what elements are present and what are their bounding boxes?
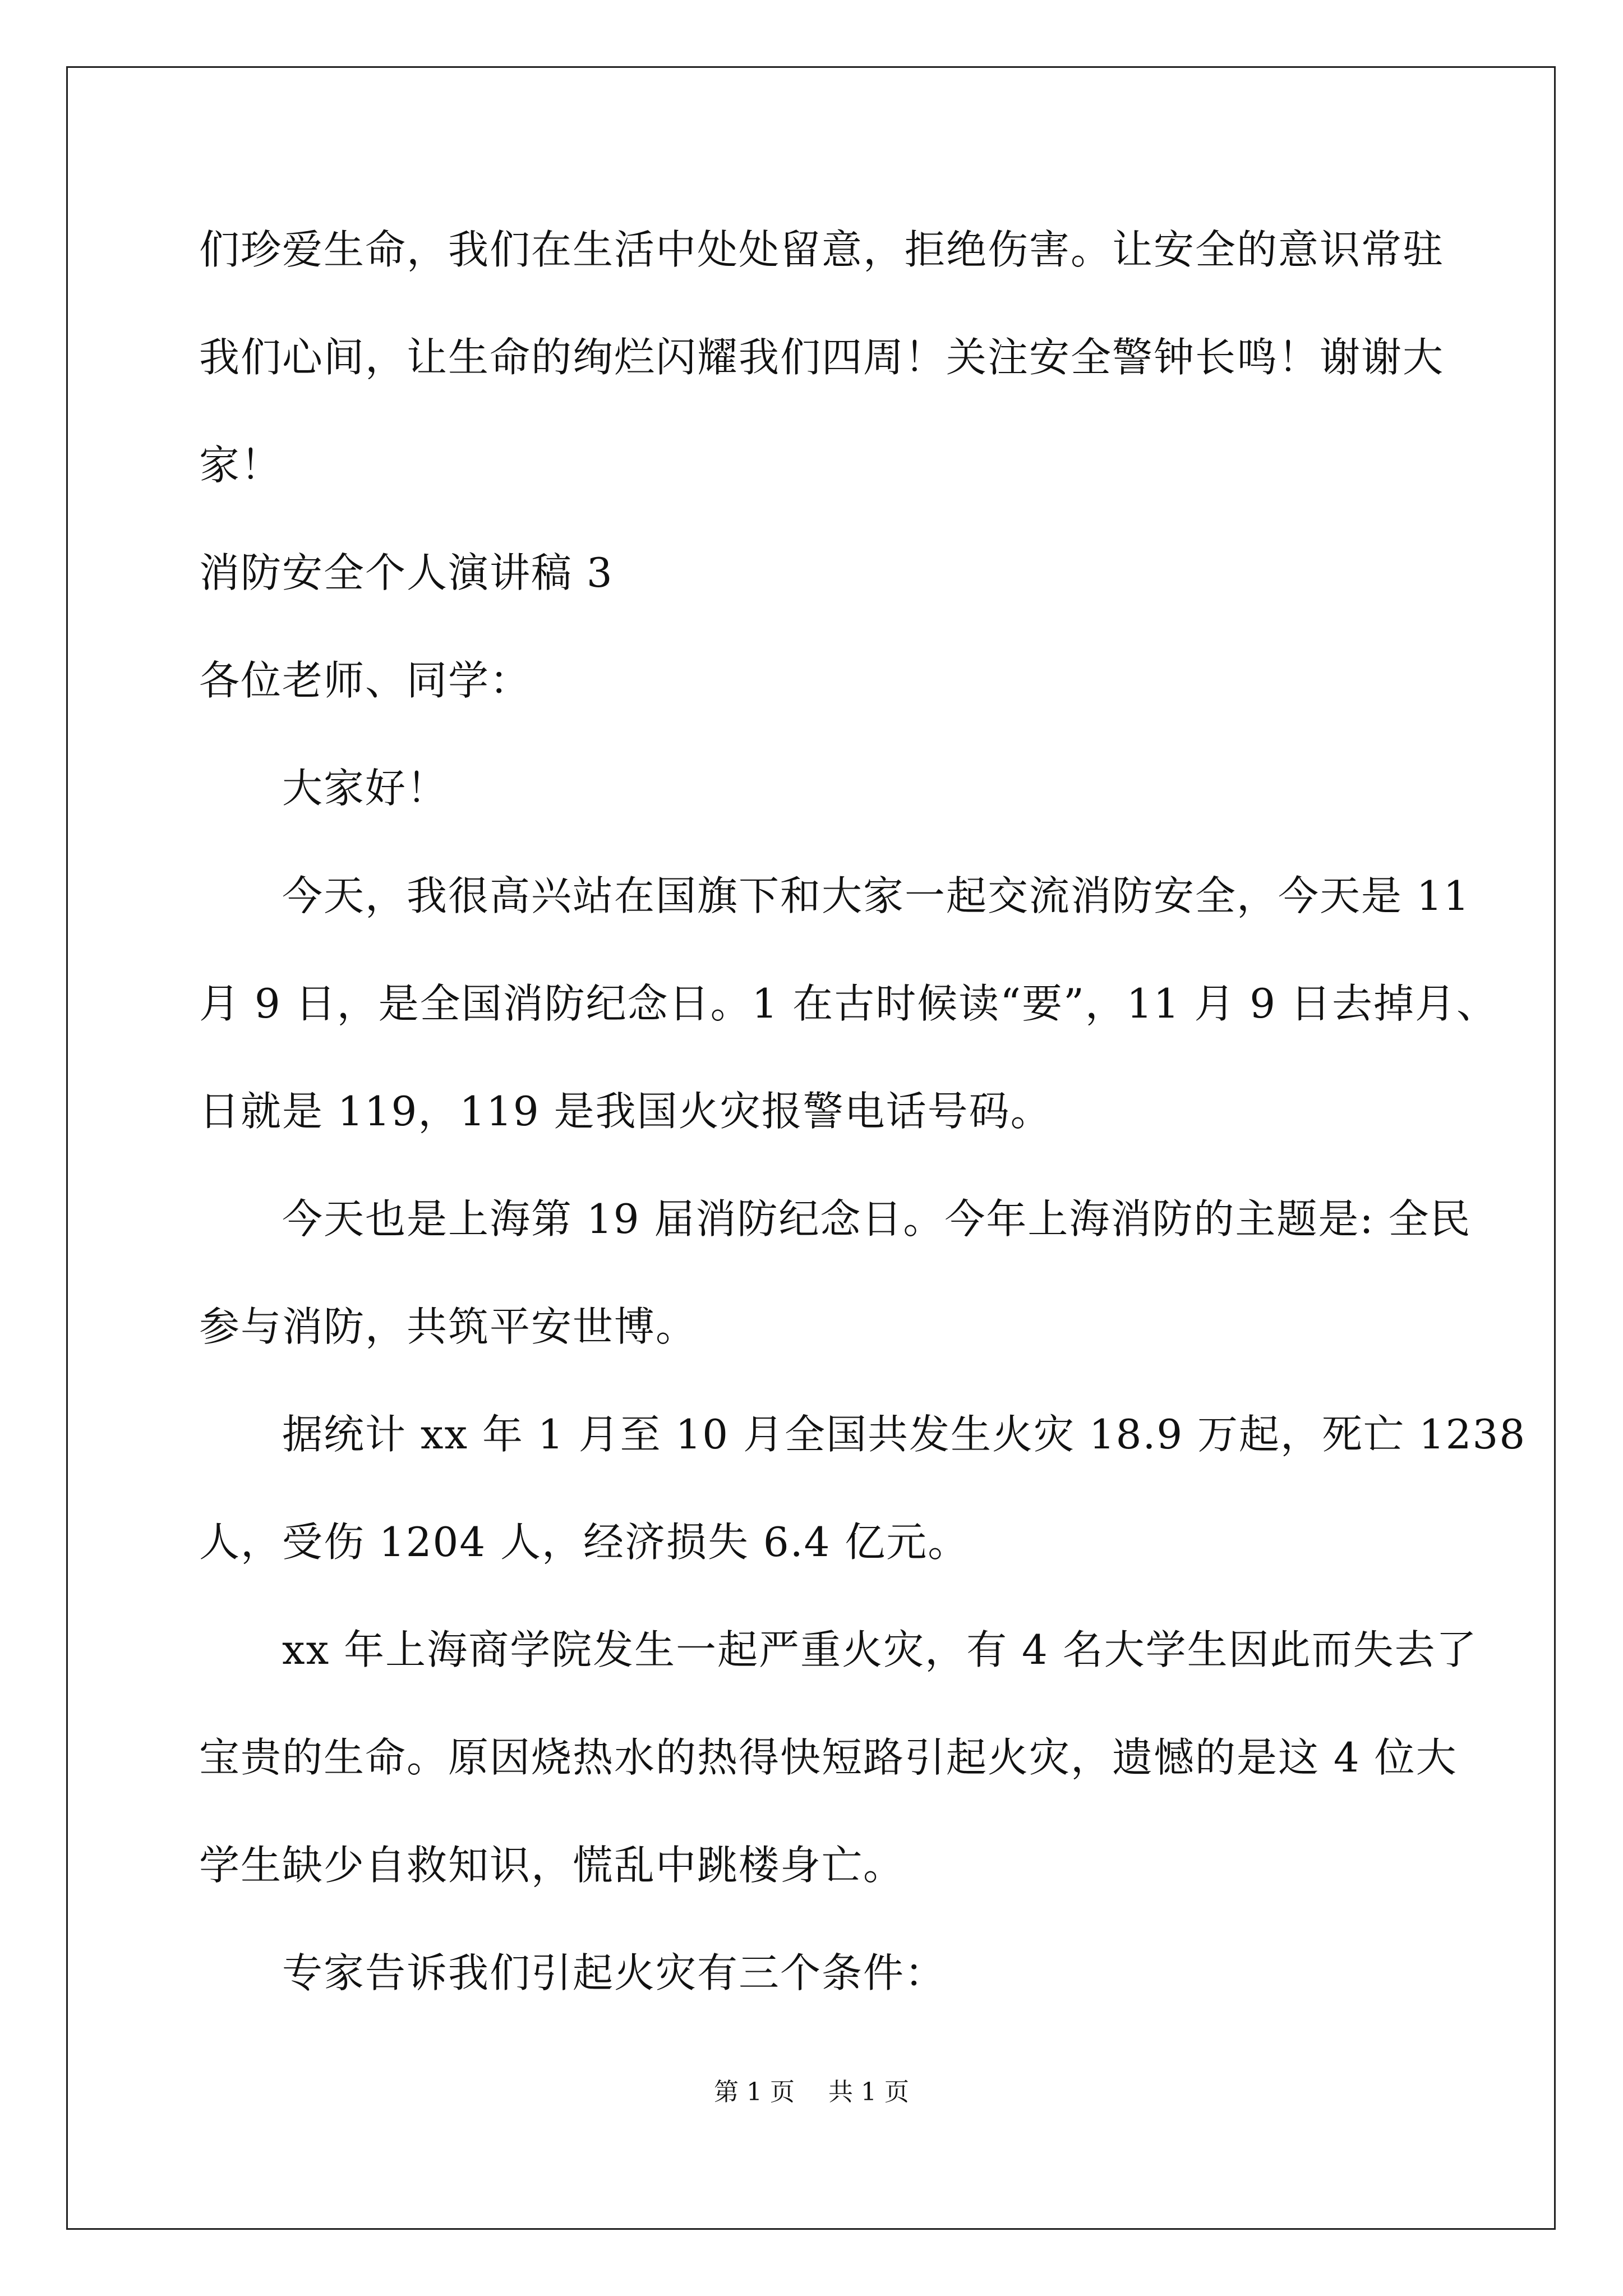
text-line: 参与消防，共筑平安世博。 [199,1303,698,1350]
page-footer [0,2076,1623,2109]
text-line: 家！ [199,441,283,489]
text-line: 学生缺少自救知识，慌乱中跳楼身亡。 [199,1842,905,1889]
text-line: 宝贵的生命。原因烧热水的热得快短路引起火灾，遗憾的是这 4 位大 [199,1734,1458,1781]
text-line: 日就是 119，119 是我国火灾报警电话号码。 [199,1088,1052,1135]
text-line: 们珍爱生命，我们在生活中处处留意，拒绝伤害。让安全的意识常驻 [199,226,1445,273]
text-line: xx 年上海商学院发生一起严重火灾，有 4 名大学生因此而失去了 [282,1626,1478,1673]
text-line: 据统计 xx 年 1 月至 10 月全国共发生火灾 18.9 万起，死亡 1238 [282,1411,1527,1458]
text-line: 今天也是上海第 19 届消防纪念日。今年上海消防的主题是: 全民 [282,1195,1472,1243]
text-line: 人，受伤 1204 人，经济损失 6.4 亿元。 [199,1519,970,1566]
text-line: 今天，我很高兴站在国旗下和大家一起交流消防安全，今天是 11 [282,872,1470,919]
section-heading: 消防安全个人演讲稿 3 [199,549,614,596]
greeting: 大家好！ [282,765,449,812]
text-line: 月 9 日，是全国消防纪念日。1 在古时候读“要”，11 月 9 日去掉月、 [199,980,1498,1027]
document-body [199,208,1527,2039]
page-number: 第 1 页 [714,2078,795,2106]
salutation: 各位老师、同学： [199,657,532,704]
text-line: 我们心间，让生命的绚烂闪耀我们四周！关注安全警钟长鸣！谢谢大 [199,334,1445,381]
text-line: 专家告诉我们引起火灾有三个条件： [282,1949,947,1996]
page-total: 共 1 页 [828,2078,909,2106]
